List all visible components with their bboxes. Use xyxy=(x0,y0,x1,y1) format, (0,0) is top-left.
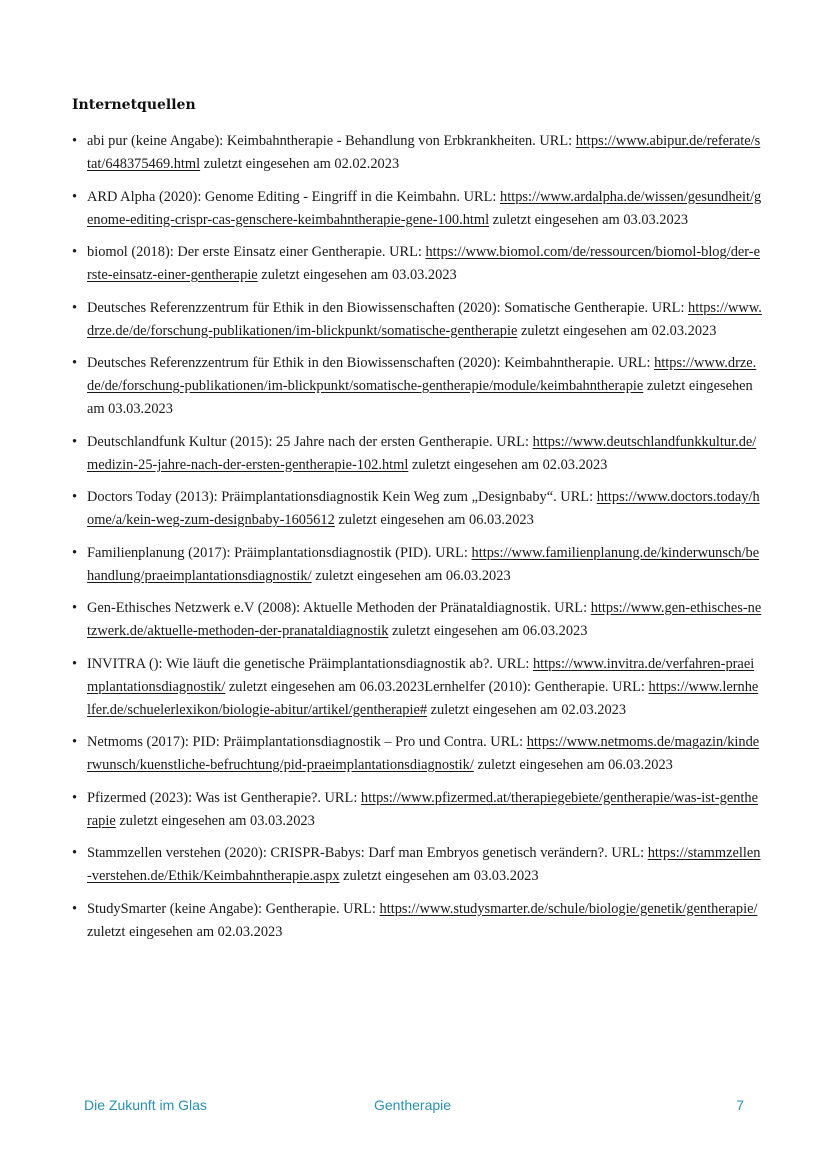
reference-text: Stammzellen verstehen (2020): CRISPR-Babys: Darf man Embryos genetisch verändern?. URL: xyxy=(87,845,648,861)
bullet-icon: • xyxy=(72,900,78,917)
reference-link[interactable]: https://www.gen-ethisches-netzwerk.de/aktuelle-methoden-der-pranataldiagnostik xyxy=(87,600,762,639)
reference-item xyxy=(72,597,762,643)
bullet-icon: • xyxy=(72,845,78,861)
bullet-icon: • xyxy=(72,489,78,505)
reference-text: Deutschlandfunk Kultur (2015): 25 Jahre nach der ersten Gentherapie. URL: xyxy=(87,433,533,450)
bullet-icon: • xyxy=(72,734,78,750)
reference-link[interactable]: https://www.drze.de/de/forschung-publikationen/im-blickpunkt/somatische-gentherapie xyxy=(87,299,762,339)
reference-text: biomol (2018): Der erste Einsatz einer Gentherapie. URL: xyxy=(87,244,426,260)
reference-accessed-date: zuletzt eingesehen am 02.03.2023 xyxy=(87,923,283,940)
reference-link[interactable]: https://www.drze.de/de/forschung-publikationen/im-blickpunkt/somatische-gentherapie/module/keimbahntherapie xyxy=(87,355,757,394)
reference-item xyxy=(72,898,762,944)
bullet-icon: • xyxy=(72,244,78,260)
bullet-icon: • xyxy=(72,299,78,316)
reference-accessed-date: zuletzt eingesehen am 03.03.2023 xyxy=(87,378,753,417)
bullet-icon: • xyxy=(72,355,78,371)
bullet-icon: • xyxy=(72,433,78,450)
reference-link[interactable]: https://www.deutschlandfunkkultur.de/medizin-25-jahre-nach-der-ersten-gentherapie-102.html xyxy=(87,433,757,473)
reference-link[interactable]: https://www.familienplanung.de/kinderwunsch/behandlung/praeimplantationsdiagnostik/ xyxy=(87,544,760,584)
bullet-icon: • xyxy=(72,133,78,149)
reference-text: Deutsches Referenzzentrum für Ethik in den Biowissenschaften (2020): Keimbahntherapie. URL: xyxy=(87,355,655,371)
reference-text: StudySmarter (keine Angabe): Gentherapie. URL: xyxy=(87,900,380,917)
reference-item xyxy=(72,431,762,477)
reference-link[interactable]: https://www.invitra.de/verfahren-praeimplantationsdiagnostik/ xyxy=(87,655,755,695)
reference-text: abi pur (keine Angabe): Keimbahntherapie - Behandlung von Erbkrankheiten. URL: xyxy=(87,133,576,149)
reference-list xyxy=(72,130,762,953)
reference-link[interactable]: https://www.studysmarter.de/schule/biologie/genetik/gentherapie/ xyxy=(379,900,758,917)
footer-document-title: Die Zukunft im Glas xyxy=(84,1097,207,1113)
reference-text: Doctors Today (2013): Präimplantationsdiagnostik Kein Weg zum „Designbaby“. URL: xyxy=(87,489,597,505)
bullet-icon: • xyxy=(72,789,78,806)
reference-accessed-date: zuletzt eingesehen am 03.03.2023 xyxy=(489,211,689,228)
reference-text: INVITRA (): Wie läuft die genetische Präimplantationsdiagnostik ab?. URL: xyxy=(87,655,533,672)
reference-link[interactable]: https://www.pfizermed.at/therapiegebiete/gentherapie/was-ist-gentherapie xyxy=(87,789,758,829)
bullet-icon: • xyxy=(72,188,78,205)
reference-accessed-date: zuletzt eingesehen am 02.03.2023 xyxy=(408,456,608,473)
reference-accessed-date: zuletzt eingesehen am 02.02.2023 xyxy=(200,156,400,172)
reference-item xyxy=(72,486,762,532)
reference-accessed-date: zuletzt eingesehen am 06.03.2023 xyxy=(311,567,511,584)
bullet-icon: • xyxy=(72,544,78,561)
footer-chapter-title: Gentherapie xyxy=(374,1097,452,1113)
reference-text: Netmoms (2017): PID: Präimplantationsdiagnostik – Pro und Contra. URL: xyxy=(87,734,527,750)
reference-link[interactable]: https://www.biomol.com/de/ressourcen/biomol-blog/der-erste-einsatz-einer-gentherapie xyxy=(87,244,760,283)
section-title: Internetquellen xyxy=(72,97,196,113)
page-number: 7 xyxy=(736,1097,744,1113)
reference-text: Gen-Ethisches Netzwerk e.V (2008): Aktuelle Methoden der Pränataldiagnostik. URL: xyxy=(87,600,591,616)
reference-text: ARD Alpha (2020): Genome Editing - Eingriff in die Keimbahn. URL: xyxy=(87,188,500,205)
page-footer xyxy=(0,1097,828,1117)
reference-item xyxy=(72,731,762,777)
reference-link[interactable]: https://www.doctors.today/home/a/kein-weg-zum-designbaby-1605612 xyxy=(87,489,760,528)
reference-text: Pfizermed (2023): Was ist Gentherapie?. URL: xyxy=(87,789,361,806)
bullet-icon: • xyxy=(72,600,78,616)
reference-item xyxy=(72,787,762,833)
reference-item xyxy=(72,542,762,588)
reference-text: Familienplanung (2017): Präimplantationsdiagnostik (PID). URL: xyxy=(87,544,472,561)
reference-accessed-date: zuletzt eingesehen am 06.03.2023 xyxy=(473,757,673,773)
reference-accessed-date: zuletzt eingesehen am 06.03.2023 xyxy=(388,623,588,639)
reference-accessed-date: zuletzt eingesehen am 03.03.2023 xyxy=(339,868,539,884)
reference-accessed-date: zuletzt eingesehen am 03.03.2023 xyxy=(115,812,315,829)
reference-link[interactable]: https://www.ardalpha.de/wissen/gesundheit/genome-editing-crispr-cas-genschere-keimbahntherapie-gene-100.html xyxy=(87,188,762,228)
bullet-icon: • xyxy=(72,655,78,672)
reference-accessed-date: zuletzt eingesehen am 02.03.2023 xyxy=(517,322,717,339)
reference-item xyxy=(72,297,762,343)
reference-item xyxy=(72,653,762,722)
reference-item xyxy=(72,352,762,421)
reference-accessed-date: zuletzt eingesehen am 06.03.2023 xyxy=(334,512,534,528)
reference-text: Deutsches Referenzzentrum für Ethik in den Biowissenschaften (2020): Somatische Gentherapie. URL: xyxy=(87,299,689,316)
reference-accessed-date: zuletzt eingesehen am 03.03.2023 xyxy=(257,267,457,283)
reference-accessed-date: zuletzt eingesehen am 06.03.2023Lernhelfer (2010): Gentherapie. URL: xyxy=(225,678,649,695)
reference-item xyxy=(72,842,762,888)
reference-link[interactable]: https://stammzellen-verstehen.de/Ethik/Keimbahntherapie.aspx xyxy=(87,845,761,884)
reference-item xyxy=(72,241,762,287)
reference-item xyxy=(72,186,762,232)
reference-accessed-date: zuletzt eingesehen am 02.03.2023 xyxy=(427,701,627,718)
reference-link[interactable]: https://www.lernhelfer.de/schuelerlexikon/biologie-abitur/artikel/gentherapie# xyxy=(87,678,759,718)
reference-item xyxy=(72,130,762,176)
reference-link[interactable]: https://www.abipur.de/referate/stat/648375469.html xyxy=(87,133,761,172)
reference-link[interactable]: https://www.netmoms.de/magazin/kinderwunsch/kuenstliche-befruchtung/pid-praeimplantationsdiagnostik/ xyxy=(87,734,760,773)
